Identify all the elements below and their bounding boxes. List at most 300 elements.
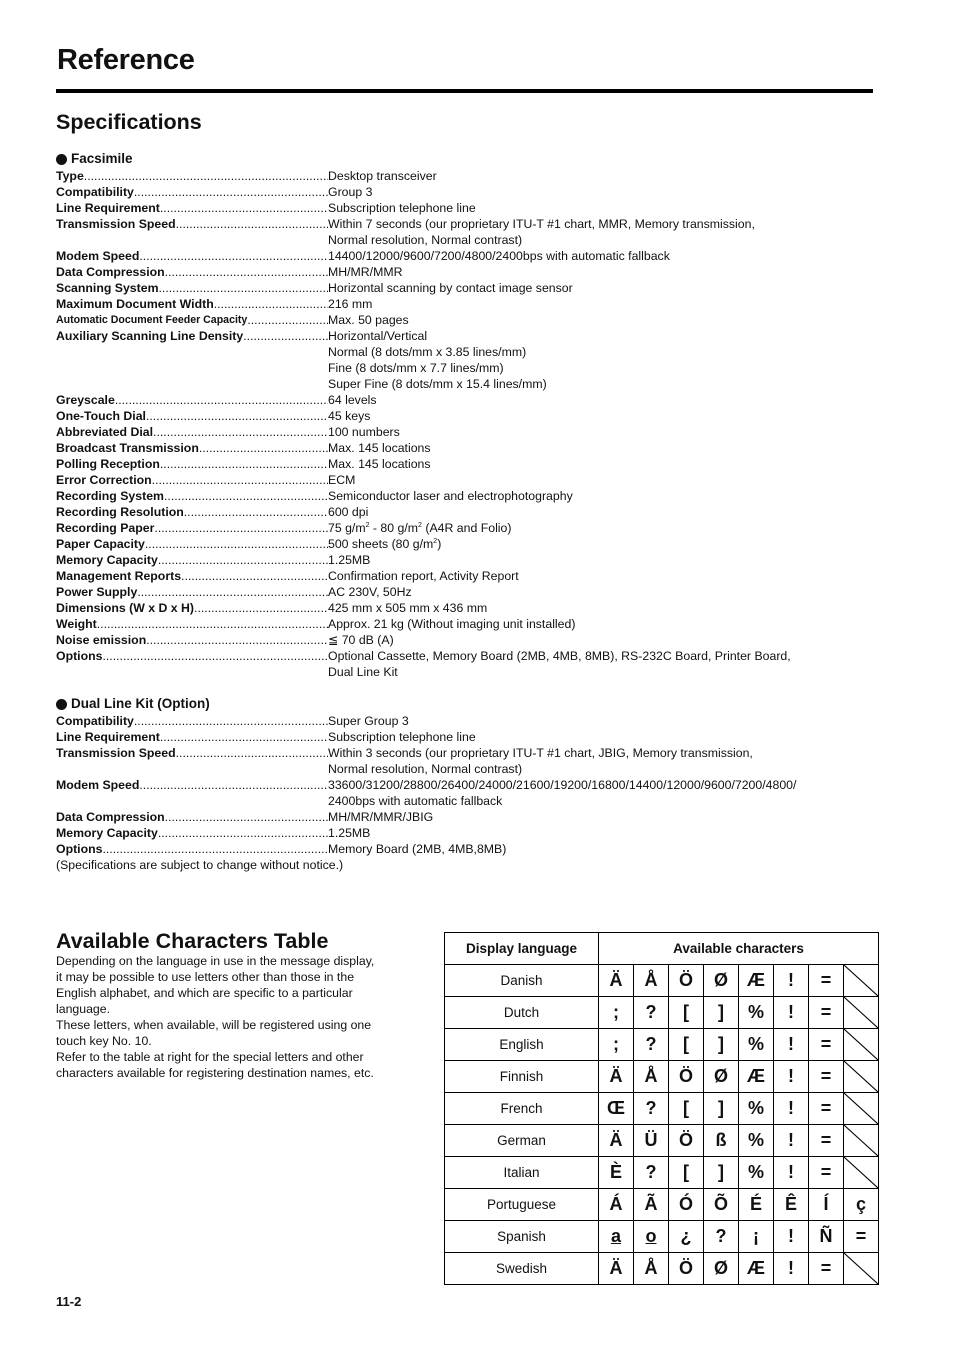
dot-leader bbox=[137, 584, 328, 600]
spec-value-line: Max. 145 locations bbox=[328, 441, 431, 455]
spec-label-text: Compatibility bbox=[56, 714, 134, 728]
character-cell bbox=[599, 1125, 634, 1157]
dot-leader bbox=[102, 648, 328, 680]
spec-value bbox=[328, 216, 828, 248]
character-text: o bbox=[645, 1226, 657, 1246]
spec-value-line: Horizontal scanning by contact image sensor bbox=[328, 281, 573, 295]
spec-value-line: MH/MR/MMR bbox=[328, 265, 403, 279]
dual-line-section-title bbox=[56, 696, 856, 712]
spec-label-text: Line Requirement bbox=[56, 201, 160, 215]
character-cell bbox=[739, 1061, 774, 1093]
description-line: English alphabet, and which are specific to a particular bbox=[56, 986, 353, 1000]
spec-value bbox=[328, 200, 828, 216]
description-line: characters available for registering destination names, etc. bbox=[56, 1066, 374, 1080]
spec-label-text: Memory Capacity bbox=[56, 553, 158, 567]
character-text: Æ bbox=[747, 1066, 765, 1086]
spec-value-line: AC 230V, 50Hz bbox=[328, 585, 412, 599]
spec-label-text: Data Compression bbox=[56, 810, 165, 824]
spec-label bbox=[56, 440, 328, 456]
spec-label bbox=[56, 408, 328, 424]
character-cell bbox=[774, 1125, 809, 1157]
character-cell bbox=[669, 1061, 704, 1093]
spec-value-line: Dual Line Kit bbox=[328, 665, 398, 679]
facsimile-section-title bbox=[56, 151, 856, 167]
character-cell bbox=[634, 1157, 669, 1189]
spec-label-text: Memory Capacity bbox=[56, 826, 158, 840]
spec-value-line: 2400bps with automatic fallback bbox=[328, 794, 503, 808]
character-cell bbox=[634, 965, 669, 997]
character-cell bbox=[774, 1029, 809, 1061]
character-text: = bbox=[820, 1098, 832, 1118]
table-row bbox=[445, 1093, 879, 1125]
spec-value bbox=[328, 488, 828, 504]
language-cell: Danish bbox=[445, 965, 599, 997]
spec-label-text: Paper Capacity bbox=[56, 537, 145, 551]
spec-label bbox=[56, 216, 328, 248]
character-cell bbox=[669, 1029, 704, 1061]
spec-row bbox=[56, 552, 856, 568]
character-text: ] bbox=[718, 1002, 724, 1022]
bullet-icon bbox=[56, 154, 67, 165]
dot-leader bbox=[158, 552, 328, 568]
spec-value bbox=[328, 713, 828, 729]
spec-value-line: Super Group 3 bbox=[328, 714, 409, 728]
table-row bbox=[445, 1189, 879, 1221]
diagonal-slash-icon bbox=[844, 1093, 878, 1124]
dot-leader bbox=[146, 632, 328, 648]
character-cell bbox=[774, 965, 809, 997]
character-cell bbox=[774, 997, 809, 1029]
dot-leader bbox=[139, 248, 328, 264]
character-cell bbox=[669, 1221, 704, 1253]
character-cell bbox=[599, 1093, 634, 1125]
spec-value-line: Max. 50 pages bbox=[328, 313, 409, 327]
character-cell bbox=[634, 1221, 669, 1253]
dot-leader bbox=[243, 328, 328, 392]
character-cell bbox=[739, 1253, 774, 1285]
character-text: Å bbox=[644, 1258, 658, 1278]
spec-value bbox=[328, 264, 828, 280]
spec-label bbox=[56, 713, 328, 729]
spec-value-line: 64 levels bbox=[328, 393, 377, 407]
dot-leader bbox=[159, 280, 328, 296]
empty-cell bbox=[844, 965, 879, 997]
spec-value-line: 33600/31200/28800/26400/24000/21600/19200/16800/14400/12000/9600/7200/4800/ bbox=[328, 778, 797, 792]
dot-leader bbox=[160, 200, 328, 216]
facsimile-spec-list bbox=[56, 168, 856, 680]
character-text: Ö bbox=[678, 1258, 693, 1278]
character-cell bbox=[704, 997, 739, 1029]
spec-row bbox=[56, 216, 856, 248]
spec-row bbox=[56, 520, 856, 536]
spec-value-line: ECM bbox=[328, 473, 356, 487]
character-cell bbox=[704, 1125, 739, 1157]
spec-label-text: Type bbox=[56, 169, 84, 183]
character-text: = bbox=[820, 1066, 832, 1086]
spec-value bbox=[328, 536, 828, 552]
character-text: ; bbox=[613, 1002, 619, 1022]
character-text: Õ bbox=[713, 1194, 728, 1214]
table-row bbox=[445, 1221, 879, 1253]
character-cell bbox=[634, 997, 669, 1029]
character-text: = bbox=[820, 1130, 832, 1150]
spec-label-text: One-Touch Dial bbox=[56, 409, 146, 423]
character-text: Œ bbox=[607, 1098, 625, 1118]
dual-line-title-text: Dual Line Kit (Option) bbox=[71, 696, 210, 711]
table-row bbox=[445, 1029, 879, 1061]
spec-value bbox=[328, 568, 828, 584]
character-text: Å bbox=[644, 970, 658, 990]
character-cell bbox=[599, 1189, 634, 1221]
character-cell bbox=[774, 1221, 809, 1253]
spec-value-line: Fine (8 dots/mm x 7.7 lines/mm) bbox=[328, 361, 504, 375]
character-text: ] bbox=[718, 1162, 724, 1182]
character-text: ! bbox=[788, 1226, 794, 1246]
spec-label-text: Abbreviated Dial bbox=[56, 425, 154, 439]
character-text: Ã bbox=[644, 1194, 658, 1214]
language-cell: Finnish bbox=[445, 1061, 599, 1093]
character-text: [ bbox=[683, 1002, 689, 1022]
title-rule bbox=[56, 89, 873, 93]
dot-leader bbox=[184, 504, 328, 520]
character-text: ! bbox=[788, 1258, 794, 1278]
dot-leader bbox=[176, 216, 328, 248]
spec-value-line: 1.25MB bbox=[328, 826, 371, 840]
spec-row bbox=[56, 184, 856, 200]
spec-value bbox=[328, 809, 828, 825]
spec-row bbox=[56, 328, 856, 392]
character-cell bbox=[599, 965, 634, 997]
spec-label-text: Options bbox=[56, 649, 103, 663]
table-row bbox=[445, 965, 879, 997]
character-text: ? bbox=[645, 1162, 657, 1182]
character-text: ? bbox=[645, 1098, 657, 1118]
spec-value-line: 1.25MB bbox=[328, 553, 371, 567]
spec-label-text: Auxiliary Scanning Line Density bbox=[56, 329, 244, 343]
spec-row bbox=[56, 745, 856, 777]
spec-row bbox=[56, 168, 856, 184]
dot-leader bbox=[134, 184, 328, 200]
spec-value-line: 14400/12000/9600/7200/4800/2400bps with automatic fallback bbox=[328, 249, 670, 263]
spec-label-text: Data Compression bbox=[56, 265, 165, 279]
spec-row bbox=[56, 729, 856, 745]
character-text: = bbox=[820, 1162, 832, 1182]
character-cell bbox=[634, 1253, 669, 1285]
spec-value bbox=[328, 648, 828, 680]
character-text: Ö bbox=[678, 1130, 693, 1150]
spec-value-line: Approx. 21 kg (Without imaging unit installed) bbox=[328, 617, 576, 631]
character-text: È bbox=[609, 1162, 622, 1182]
spec-value bbox=[328, 600, 828, 616]
description-line: Depending on the language in use in the message display, bbox=[56, 954, 375, 968]
spec-row bbox=[56, 600, 856, 616]
character-cell bbox=[739, 1125, 774, 1157]
character-cell bbox=[634, 1061, 669, 1093]
dot-leader bbox=[102, 841, 328, 857]
character-text: ¡ bbox=[753, 1226, 759, 1246]
spec-row bbox=[56, 440, 856, 456]
character-cell bbox=[599, 1061, 634, 1093]
character-text: [ bbox=[683, 1034, 689, 1054]
dot-leader bbox=[160, 456, 328, 472]
spec-value bbox=[328, 392, 828, 408]
spec-label bbox=[56, 424, 328, 440]
table-row bbox=[445, 1061, 879, 1093]
page-number: 11-2 bbox=[56, 1294, 82, 1309]
character-cell bbox=[704, 1221, 739, 1253]
character-text: Ø bbox=[713, 970, 728, 990]
character-text: Æ bbox=[747, 970, 765, 990]
character-cell bbox=[704, 1157, 739, 1189]
language-cell: English bbox=[445, 1029, 599, 1061]
spec-label bbox=[56, 841, 328, 857]
spec-row bbox=[56, 777, 856, 809]
dual-line-section bbox=[56, 696, 856, 873]
spec-label bbox=[56, 632, 328, 648]
character-text: Ø bbox=[713, 1258, 728, 1278]
description-line: it may be possible to use letters other than those in the bbox=[56, 970, 355, 984]
spec-value-line: Super Fine (8 dots/mm x 15.4 lines/mm) bbox=[328, 377, 547, 391]
specifications-heading: Specifications bbox=[56, 110, 202, 134]
spec-label bbox=[56, 328, 328, 392]
spec-value bbox=[328, 168, 828, 184]
character-cell bbox=[809, 1125, 844, 1157]
spec-label bbox=[56, 568, 328, 584]
spec-label bbox=[56, 825, 328, 841]
diagonal-slash-icon bbox=[844, 965, 878, 996]
spec-value bbox=[328, 729, 828, 745]
character-cell bbox=[599, 997, 634, 1029]
description-line: touch key No. 10. bbox=[56, 1034, 152, 1048]
character-text: ! bbox=[788, 1130, 794, 1150]
empty-cell bbox=[844, 1253, 879, 1285]
character-text: % bbox=[747, 1034, 764, 1054]
spec-label bbox=[56, 504, 328, 520]
spec-value-line: Subscription telephone line bbox=[328, 201, 476, 215]
character-cell bbox=[809, 1253, 844, 1285]
diagonal-slash-icon bbox=[844, 1253, 878, 1284]
spec-label-text: Line Requirement bbox=[56, 730, 160, 744]
character-text: É bbox=[749, 1194, 762, 1214]
spec-row bbox=[56, 200, 856, 216]
character-cell bbox=[634, 1125, 669, 1157]
character-text: Ó bbox=[678, 1194, 693, 1214]
language-cell: Dutch bbox=[445, 997, 599, 1029]
character-text: % bbox=[747, 1130, 764, 1150]
character-cell bbox=[739, 997, 774, 1029]
spec-row bbox=[56, 312, 856, 328]
spec-label-text: Noise emission bbox=[56, 633, 147, 647]
spec-label-text: Modem Speed bbox=[56, 249, 140, 263]
description-line: language. bbox=[56, 1002, 111, 1016]
empty-cell bbox=[844, 997, 879, 1029]
diagonal-slash-icon bbox=[844, 1061, 878, 1092]
character-text: ] bbox=[718, 1034, 724, 1054]
character-cell bbox=[774, 1189, 809, 1221]
character-cell bbox=[669, 1157, 704, 1189]
character-text: % bbox=[747, 1098, 764, 1118]
spec-row bbox=[56, 713, 856, 729]
character-text: ! bbox=[788, 970, 794, 990]
spec-value-line: Desktop transceiver bbox=[328, 169, 437, 183]
spec-value bbox=[328, 280, 828, 296]
spec-label bbox=[56, 777, 328, 809]
spec-value-line: 75 $g/m^2 - 80$ $g/m^2$ (A4R and Folio) bbox=[328, 521, 512, 535]
dot-leader bbox=[165, 809, 328, 825]
spec-row bbox=[56, 536, 856, 552]
spec-label bbox=[56, 729, 328, 745]
character-cell bbox=[774, 1093, 809, 1125]
character-text: Ø bbox=[713, 1066, 728, 1086]
spec-row bbox=[56, 456, 856, 472]
spec-row bbox=[56, 648, 856, 680]
character-cell bbox=[704, 1189, 739, 1221]
character-cell bbox=[704, 1061, 739, 1093]
spec-value bbox=[328, 520, 828, 536]
dot-leader bbox=[176, 745, 328, 777]
character-text: = bbox=[820, 1258, 832, 1278]
chars-table-heading: Available Characters Table bbox=[56, 929, 329, 953]
spec-label bbox=[56, 184, 328, 200]
spec-row bbox=[56, 488, 856, 504]
spec-row bbox=[56, 264, 856, 280]
character-text: = bbox=[855, 1226, 867, 1246]
character-text: ? bbox=[715, 1226, 727, 1246]
spec-label bbox=[56, 472, 328, 488]
diagonal-slash-icon bbox=[844, 1029, 878, 1060]
spec-value bbox=[328, 632, 828, 648]
character-cell bbox=[809, 1061, 844, 1093]
character-text: Ä bbox=[609, 970, 623, 990]
spec-value-line: Within 3 seconds (our proprietary ITU-T #1 chart, JBIG, Memory transmission, bbox=[328, 746, 753, 760]
character-cell bbox=[739, 1221, 774, 1253]
spec-label bbox=[56, 745, 328, 777]
dual-line-spec-list bbox=[56, 713, 856, 857]
spec-value bbox=[328, 745, 828, 777]
spec-value bbox=[328, 184, 828, 200]
character-text: % bbox=[747, 1162, 764, 1182]
spec-value-line: Semiconductor laser and electrophotography bbox=[328, 489, 573, 503]
facsimile-section bbox=[56, 151, 856, 680]
spec-value bbox=[328, 584, 828, 600]
spec-footnote: (Specifications are subject to change without notice.) bbox=[56, 858, 344, 872]
table-row bbox=[445, 1253, 879, 1285]
diagonal-slash-icon bbox=[844, 1157, 878, 1188]
spec-label bbox=[56, 488, 328, 504]
empty-cell bbox=[844, 1029, 879, 1061]
language-cell: Swedish bbox=[445, 1253, 599, 1285]
dot-leader bbox=[97, 616, 328, 632]
spec-row bbox=[56, 296, 856, 312]
character-cell bbox=[704, 1093, 739, 1125]
spec-row bbox=[56, 392, 856, 408]
character-text: a bbox=[610, 1226, 621, 1246]
character-text: Ä bbox=[609, 1258, 623, 1278]
character-cell bbox=[669, 1253, 704, 1285]
spec-label bbox=[56, 552, 328, 568]
dot-leader bbox=[181, 568, 328, 584]
description-line: Refer to the table at right for the special letters and other bbox=[56, 1050, 364, 1064]
dot-leader bbox=[139, 777, 328, 809]
spec-row bbox=[56, 616, 856, 632]
character-cell bbox=[599, 1029, 634, 1061]
spec-value bbox=[328, 312, 828, 328]
spec-value-line: 216 mm bbox=[328, 297, 373, 311]
spec-row bbox=[56, 408, 856, 424]
spec-label-text: Power Supply bbox=[56, 585, 138, 599]
chars-description bbox=[56, 953, 401, 1081]
spec-row bbox=[56, 632, 856, 648]
spec-row bbox=[56, 504, 856, 520]
spec-value-line: Normal resolution, Normal contrast) bbox=[328, 762, 523, 776]
spec-label-text: Broadcast Transmission bbox=[56, 441, 199, 455]
character-text: Ñ bbox=[819, 1226, 833, 1246]
spec-label bbox=[56, 616, 328, 632]
character-cell bbox=[739, 1189, 774, 1221]
spec-value bbox=[328, 296, 828, 312]
table-row bbox=[445, 997, 879, 1029]
character-text: = bbox=[820, 1034, 832, 1054]
character-text: Æ bbox=[747, 1258, 765, 1278]
language-cell: German bbox=[445, 1125, 599, 1157]
dot-leader bbox=[84, 168, 328, 184]
spec-value-line: 100 numbers bbox=[328, 425, 400, 439]
character-text: Í bbox=[823, 1194, 829, 1214]
character-text: Ä bbox=[609, 1130, 623, 1150]
spec-label bbox=[56, 200, 328, 216]
character-text: ! bbox=[788, 1066, 794, 1086]
spec-value bbox=[328, 841, 828, 857]
spec-value-line: 500 sheets (80 $g/m^2$) bbox=[328, 537, 442, 551]
character-text: Á bbox=[609, 1194, 623, 1214]
spec-label-text: Compatibility bbox=[56, 185, 134, 199]
character-cell bbox=[844, 1221, 879, 1253]
character-cell bbox=[809, 1093, 844, 1125]
spec-label bbox=[56, 809, 328, 825]
spec-value-line: ≦ 70 dB (A) bbox=[328, 633, 394, 647]
spec-value bbox=[328, 328, 828, 392]
character-text: Ü bbox=[644, 1130, 658, 1150]
spec-label bbox=[56, 168, 328, 184]
character-cell bbox=[809, 997, 844, 1029]
spec-label bbox=[56, 264, 328, 280]
spec-value bbox=[328, 248, 828, 264]
spec-label-text: Greyscale bbox=[56, 393, 115, 407]
spec-value-line: Group 3 bbox=[328, 185, 373, 199]
spec-label bbox=[56, 600, 328, 616]
facsimile-title-text: Facsimile bbox=[71, 151, 133, 166]
character-cell bbox=[704, 965, 739, 997]
character-cell bbox=[739, 1029, 774, 1061]
dot-leader bbox=[214, 296, 328, 312]
spec-label bbox=[56, 392, 328, 408]
spec-value bbox=[328, 424, 828, 440]
spec-value-line: 425 mm x 505 mm x 436 mm bbox=[328, 601, 488, 615]
spec-value-line: 45 keys bbox=[328, 409, 371, 423]
table-header-row bbox=[445, 933, 879, 965]
character-cell bbox=[774, 1157, 809, 1189]
spec-label bbox=[56, 536, 328, 552]
character-cell bbox=[634, 1029, 669, 1061]
spec-value-line: MH/MR/MMR/JBIG bbox=[328, 810, 434, 824]
spec-row bbox=[56, 248, 856, 264]
dot-leader bbox=[146, 408, 328, 424]
spec-row bbox=[56, 568, 856, 584]
spec-value-line: Subscription telephone line bbox=[328, 730, 476, 744]
character-text: ! bbox=[788, 1034, 794, 1054]
character-text: Ö bbox=[678, 970, 693, 990]
spec-label-text: Modem Speed bbox=[56, 778, 140, 792]
